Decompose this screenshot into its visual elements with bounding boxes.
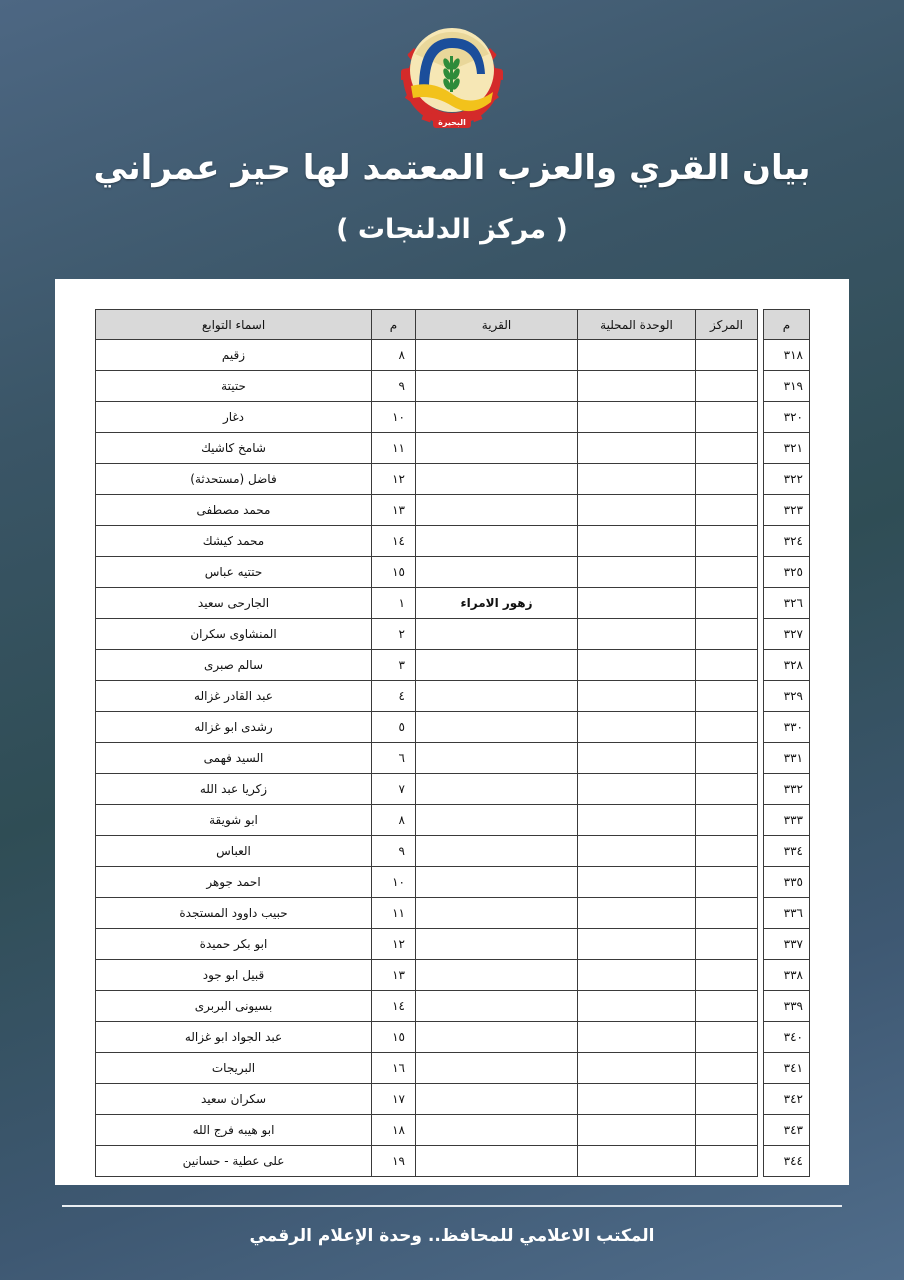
center-cell: [696, 433, 758, 464]
local-unit-cell: [578, 495, 696, 526]
local-unit-cell: [578, 371, 696, 402]
village-cell: [416, 712, 578, 743]
sub-no-cell: ١٢: [372, 464, 416, 495]
sub-no-cell: ١٢: [372, 929, 416, 960]
table-header-row: [96, 310, 810, 340]
serial-cell: ٣١٩: [764, 371, 810, 402]
center-cell: [696, 371, 758, 402]
dependent-name-cell: محمد مصطفى: [96, 495, 372, 526]
sub-no-cell: ١٣: [372, 495, 416, 526]
document-sheet: [55, 279, 849, 1185]
dependent-name-cell: شامخ كاشيك: [96, 433, 372, 464]
dependent-name-cell: فاضل (مستحدثة): [96, 464, 372, 495]
table-row: [96, 464, 810, 495]
local-unit-cell: [578, 898, 696, 929]
serial-cell: ٣٣٥: [764, 867, 810, 898]
sub-no-cell: ٧: [372, 774, 416, 805]
sub-no-cell: ٨: [372, 340, 416, 371]
table-row: [96, 619, 810, 650]
column-gap: [758, 1084, 764, 1115]
center-cell: [696, 588, 758, 619]
column-gap: [758, 1115, 764, 1146]
village-cell: [416, 991, 578, 1022]
column-gap: [758, 557, 764, 588]
serial-cell: ٣٢٥: [764, 557, 810, 588]
sub-no-cell: ١٦: [372, 1053, 416, 1084]
column-gap: [758, 1053, 764, 1084]
local-unit-cell: [578, 526, 696, 557]
village-cell: [416, 619, 578, 650]
col-header-dependents: اسماء التوابع: [96, 310, 372, 340]
table-row: [96, 1022, 810, 1053]
dependent-name-cell: رشدى ابو غزاله: [96, 712, 372, 743]
center-cell: [696, 898, 758, 929]
serial-cell: ٣٣٨: [764, 960, 810, 991]
dependent-name-cell: دغار: [96, 402, 372, 433]
sub-no-cell: ٤: [372, 681, 416, 712]
col-header-sub-no: م: [372, 310, 416, 340]
village-cell: [416, 495, 578, 526]
serial-cell: ٣٤٣: [764, 1115, 810, 1146]
village-cell: [416, 650, 578, 681]
sub-no-cell: ١٣: [372, 960, 416, 991]
center-cell: [696, 650, 758, 681]
village-cell: [416, 867, 578, 898]
sub-no-cell: ١٩: [372, 1146, 416, 1177]
sub-no-cell: ٢: [372, 619, 416, 650]
table-row: [96, 1115, 810, 1146]
dependent-name-cell: ابو بكر حميدة: [96, 929, 372, 960]
village-cell: [416, 898, 578, 929]
serial-cell: ٣٢٨: [764, 650, 810, 681]
column-gap: [758, 681, 764, 712]
dependent-name-cell: سكران سعيد: [96, 1084, 372, 1115]
table-row: [96, 526, 810, 557]
column-gap: [758, 588, 764, 619]
village-cell: [416, 774, 578, 805]
local-unit-cell: [578, 991, 696, 1022]
local-unit-cell: [578, 1115, 696, 1146]
table-row: [96, 960, 810, 991]
serial-cell: ٣٢٢: [764, 464, 810, 495]
center-cell: [696, 1115, 758, 1146]
table-row: [96, 712, 810, 743]
dependent-name-cell: العباس: [96, 836, 372, 867]
dependent-name-cell: عبد القادر غزاله: [96, 681, 372, 712]
local-unit-cell: [578, 867, 696, 898]
dependent-name-cell: قبيل ابو جود: [96, 960, 372, 991]
column-gap: [758, 991, 764, 1022]
center-cell: [696, 1053, 758, 1084]
local-unit-cell: [578, 712, 696, 743]
dependent-name-cell: سالم صبرى: [96, 650, 372, 681]
column-gap: [758, 1146, 764, 1177]
villages-table: [95, 309, 810, 1177]
table-row: [96, 991, 810, 1022]
column-gap: [758, 526, 764, 557]
col-header-serial: م: [764, 310, 810, 340]
serial-cell: ٣٢٤: [764, 526, 810, 557]
village-cell: [416, 805, 578, 836]
dependent-name-cell: محمد كيشك: [96, 526, 372, 557]
sub-no-cell: ١٥: [372, 1022, 416, 1053]
village-cell: [416, 1146, 578, 1177]
col-header-local-unit: الوحدة المحلية: [578, 310, 696, 340]
column-gap: [758, 1022, 764, 1053]
table-row: [96, 774, 810, 805]
column-gap: [758, 650, 764, 681]
center-cell: [696, 1022, 758, 1053]
serial-cell: ٣٤٠: [764, 1022, 810, 1053]
local-unit-cell: [578, 340, 696, 371]
village-cell: [416, 371, 578, 402]
footer-credit: المكتب الاعلامي للمحافظ.. وحدة الإعلام الرقمي: [249, 1226, 655, 1246]
village-cell: [416, 1115, 578, 1146]
column-gap: [758, 836, 764, 867]
local-unit-cell: [578, 1022, 696, 1053]
village-cell: [416, 836, 578, 867]
table-row: [96, 495, 810, 526]
sub-no-cell: ٦: [372, 743, 416, 774]
table-row: [96, 340, 810, 371]
column-gap: [758, 774, 764, 805]
serial-cell: ٣٢٦: [764, 588, 810, 619]
column-gap: [758, 867, 764, 898]
serial-cell: ٣٣١: [764, 743, 810, 774]
page-title: بيان القري والعزب المعتمد لها حيز عمراني: [93, 148, 811, 188]
table-row: [96, 681, 810, 712]
center-cell: [696, 743, 758, 774]
village-cell: [416, 681, 578, 712]
table-row: [96, 1053, 810, 1084]
column-gap: [758, 464, 764, 495]
village-cell: [416, 402, 578, 433]
center-cell: [696, 495, 758, 526]
local-unit-cell: [578, 836, 696, 867]
serial-cell: ٣٣٢: [764, 774, 810, 805]
serial-cell: ٣٢٩: [764, 681, 810, 712]
column-gap: [758, 805, 764, 836]
sub-no-cell: ١٧: [372, 1084, 416, 1115]
village-cell: [416, 433, 578, 464]
local-unit-cell: [578, 929, 696, 960]
column-gap: [758, 712, 764, 743]
column-gap: [758, 340, 764, 371]
dependent-name-cell: ابو هيبه فرج الله: [96, 1115, 372, 1146]
center-cell: [696, 464, 758, 495]
village-cell: [416, 929, 578, 960]
table-row: [96, 1146, 810, 1177]
center-cell: [696, 557, 758, 588]
table-row: [96, 371, 810, 402]
center-cell: [696, 619, 758, 650]
village-cell: [416, 1053, 578, 1084]
serial-cell: ٣٣٠: [764, 712, 810, 743]
village-cell: [416, 1022, 578, 1053]
local-unit-cell: [578, 960, 696, 991]
village-cell: [416, 557, 578, 588]
local-unit-cell: [578, 1053, 696, 1084]
local-unit-cell: [578, 743, 696, 774]
center-cell: [696, 836, 758, 867]
dependent-name-cell: على عطية - حسانين: [96, 1146, 372, 1177]
column-gap: [758, 960, 764, 991]
center-cell: [696, 774, 758, 805]
logo-caption: البحيرة: [438, 118, 466, 127]
serial-cell: ٣٤٢: [764, 1084, 810, 1115]
page-subtitle: ( مركز الدلنجات ): [336, 214, 568, 245]
center-cell: [696, 991, 758, 1022]
serial-cell: ٣٢٣: [764, 495, 810, 526]
sub-no-cell: ١١: [372, 433, 416, 464]
center-cell: [696, 1146, 758, 1177]
sub-no-cell: ١٠: [372, 402, 416, 433]
table-row: [96, 402, 810, 433]
local-unit-cell: [578, 433, 696, 464]
column-gap: [758, 898, 764, 929]
village-cell: [416, 526, 578, 557]
center-cell: [696, 805, 758, 836]
center-cell: [696, 867, 758, 898]
dependent-name-cell: حتتيه عباس: [96, 557, 372, 588]
serial-cell: ٣٤٤: [764, 1146, 810, 1177]
serial-cell: ٣٢١: [764, 433, 810, 464]
center-cell: [696, 1084, 758, 1115]
sub-no-cell: ١٠: [372, 867, 416, 898]
table-row: [96, 867, 810, 898]
sub-no-cell: ٣: [372, 650, 416, 681]
local-unit-cell: [578, 774, 696, 805]
serial-cell: ٣٢٠: [764, 402, 810, 433]
center-cell: [696, 402, 758, 433]
table-row: [96, 929, 810, 960]
dependent-name-cell: زكريا عبد الله: [96, 774, 372, 805]
dependent-name-cell: حبيب داوود المستجدة: [96, 898, 372, 929]
dependent-name-cell: المنشاوى سكران: [96, 619, 372, 650]
table-row: [96, 588, 810, 619]
village-cell: [416, 960, 578, 991]
serial-cell: ٣٣٣: [764, 805, 810, 836]
serial-cell: ٣٢٧: [764, 619, 810, 650]
dependent-name-cell: السيد فهمى: [96, 743, 372, 774]
center-cell: [696, 340, 758, 371]
local-unit-cell: [578, 402, 696, 433]
dependent-name-cell: عبد الجواد ابو غزاله: [96, 1022, 372, 1053]
serial-cell: ٣٤١: [764, 1053, 810, 1084]
local-unit-cell: [578, 1084, 696, 1115]
center-cell: [696, 526, 758, 557]
column-gap: [758, 495, 764, 526]
sub-no-cell: ٩: [372, 371, 416, 402]
dependent-name-cell: حتيتة: [96, 371, 372, 402]
local-unit-cell: [578, 619, 696, 650]
dependent-name-cell: زقيم: [96, 340, 372, 371]
village-cell: [416, 340, 578, 371]
table-row: [96, 650, 810, 681]
column-gap: [758, 743, 764, 774]
sub-no-cell: ١٤: [372, 526, 416, 557]
table-row: [96, 557, 810, 588]
local-unit-cell: [578, 464, 696, 495]
col-header-center: المركز: [696, 310, 758, 340]
center-cell: [696, 712, 758, 743]
dependent-name-cell: احمد جوهر: [96, 867, 372, 898]
serial-cell: ٣١٨: [764, 340, 810, 371]
column-gap: [758, 371, 764, 402]
center-cell: [696, 681, 758, 712]
governorate-logo: [393, 14, 511, 132]
col-header-village: القرية: [416, 310, 578, 340]
local-unit-cell: [578, 557, 696, 588]
sub-no-cell: ١٥: [372, 557, 416, 588]
sub-no-cell: ٥: [372, 712, 416, 743]
column-gap: [758, 929, 764, 960]
table-row: [96, 836, 810, 867]
table-row: [96, 743, 810, 774]
table-row: [96, 805, 810, 836]
dependent-name-cell: الجارحى سعيد: [96, 588, 372, 619]
serial-cell: ٣٣٦: [764, 898, 810, 929]
dependent-name-cell: البريجات: [96, 1053, 372, 1084]
column-gap: [758, 619, 764, 650]
sub-no-cell: ١٨: [372, 1115, 416, 1146]
sub-no-cell: ٨: [372, 805, 416, 836]
serial-cell: ٣٣٩: [764, 991, 810, 1022]
sub-no-cell: ١٤: [372, 991, 416, 1022]
sub-no-cell: ٩: [372, 836, 416, 867]
column-gap: [758, 402, 764, 433]
local-unit-cell: [578, 650, 696, 681]
local-unit-cell: [578, 805, 696, 836]
dependent-name-cell: بسيونى البربرى: [96, 991, 372, 1022]
table-row: [96, 898, 810, 929]
village-cell: [416, 464, 578, 495]
serial-cell: ٣٣٤: [764, 836, 810, 867]
sub-no-cell: ١١: [372, 898, 416, 929]
serial-cell: ٣٣٧: [764, 929, 810, 960]
column-gap: [758, 433, 764, 464]
sub-no-cell: ١: [372, 588, 416, 619]
center-cell: [696, 960, 758, 991]
table-row: [96, 433, 810, 464]
dependent-name-cell: ابو شويقة: [96, 805, 372, 836]
village-cell: [416, 1084, 578, 1115]
local-unit-cell: [578, 681, 696, 712]
column-gap: [758, 310, 764, 340]
village-cell: [416, 743, 578, 774]
local-unit-cell: [578, 1146, 696, 1177]
village-cell: زهور الامراء: [416, 588, 578, 619]
table-row: [96, 1084, 810, 1115]
center-cell: [696, 929, 758, 960]
footer-divider: [62, 1205, 842, 1207]
local-unit-cell: [578, 588, 696, 619]
